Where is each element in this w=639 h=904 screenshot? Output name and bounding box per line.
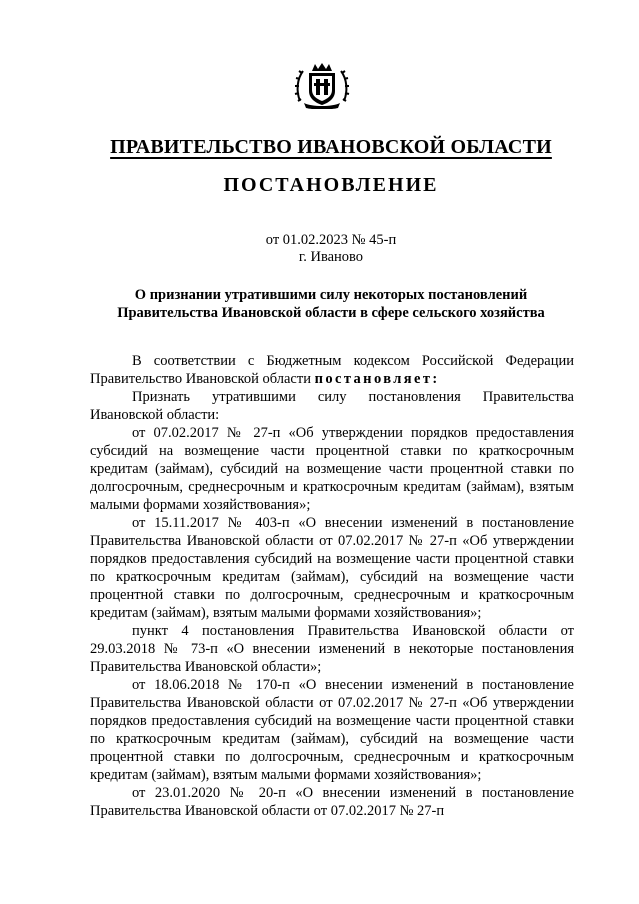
coat-of-arms-icon	[294, 61, 350, 109]
date-number: от 01.02.2023 № 45-п	[265, 232, 397, 248]
resolves-word: постановляет:	[314, 371, 440, 387]
list-item: от 07.02.2017 № 27-п «Об утверждении порядков предоставления субсидий на возмещение части процентной ставки по краткосрочным кредитам (займам), субсидий на возмещение части процентной ставки по долгосрочным, среднесрочным и краткосрочным кредитам (займам), взятым малыми формами хозяйствования»;	[90, 425, 574, 513]
list-item: от 15.11.2017 № 403-п «О внесении изменений в постановление Правительства Ивановской области от 07.02.2017 № 27-п «Об утверждении порядков предоставления субсидий на возмещение части процентной ставки по краткосрочным кредитам (займам), субсидий на возмещение части процентной ставки по долгосрочным, среднесрочным и краткосрочным кредитам (займам), взятым малыми формами хозяйствования»;	[90, 515, 574, 621]
intro-text: В соответствии с Бюджетным кодексом Российской Федерации Правительство Ивановской области	[90, 353, 574, 387]
organization-title: ПРАВИТЕЛЬСТВО ИВАНОВСКОЙ ОБЛАСТИ	[110, 136, 552, 158]
intro-paragraph	[90, 352, 574, 388]
list-item: от 18.06.2018 № 170-п «О внесении изменений в постановление Правительства Ивановской области от 07.02.2017 № 27-п «Об утверждении порядков предоставления субсидий на возмещение части процентной ставки по краткосрочным кредитам (займам), субсидий на возмещение части процентной ставки по долгосрочным, среднесрочным и краткосрочным кредитам (займам), взятым малыми формами хозяйствования»;	[90, 677, 574, 783]
document-type: ПОСТАНОВЛЕНИЕ	[223, 174, 439, 196]
recognize-paragraph: Признать утратившими силу постановления Правительства Ивановской области:	[90, 389, 574, 423]
list-item: пункт 4 постановления Правительства Ивановской области от 29.03.2018 № 73-п «О внесении изменений в некоторые постановления Правительства Ивановской области»;	[90, 623, 574, 675]
list-item: от 23.01.2020 № 20-п «О внесении изменений в постановление Правительства Ивановской области от 07.02.2017 № 27-п	[90, 785, 574, 819]
document-body	[90, 352, 574, 820]
city: г. Иваново	[298, 249, 364, 265]
date-block	[96, 232, 566, 266]
document-title	[96, 286, 566, 322]
title-line-1: О признании утратившими силу некоторых постановлений	[134, 287, 528, 303]
title-line-2: Правительства Ивановской области в сфере сельского хозяйства	[117, 305, 545, 321]
